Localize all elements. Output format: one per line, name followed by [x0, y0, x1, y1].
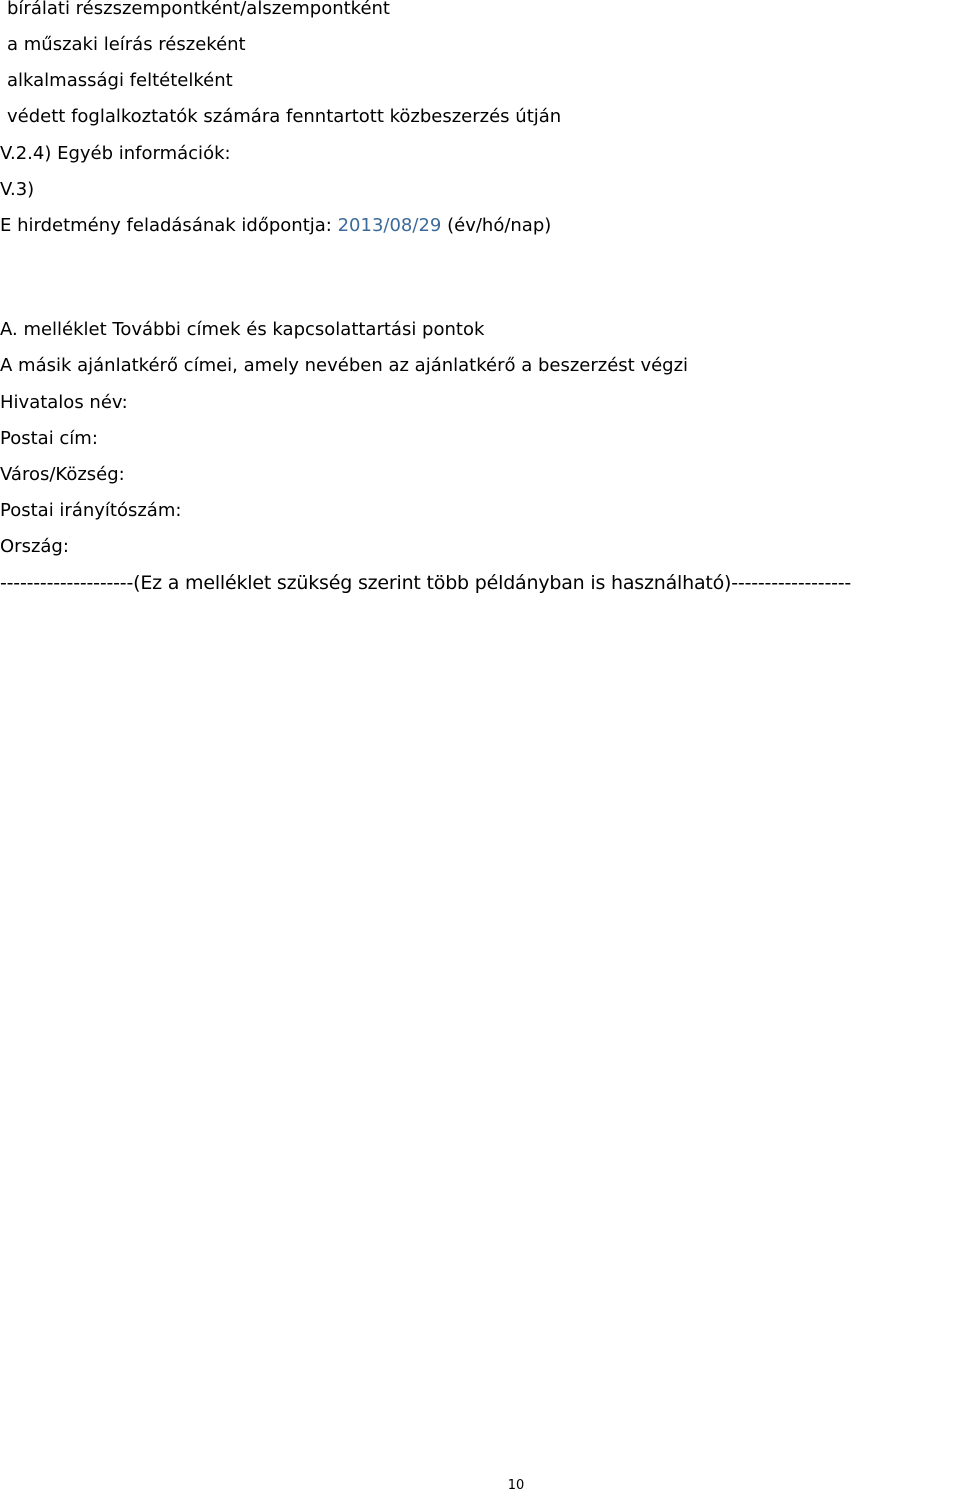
dispatch-date-label: E hirdetmény feladásának időpontja:	[0, 215, 332, 236]
option-technical-specification: a műszaki leírás részeként	[7, 34, 246, 55]
dispatch-date-format: (év/hó/nap)	[447, 215, 552, 236]
dispatch-date-line	[0, 214, 551, 238]
field-official-name: Hivatalos név:	[0, 392, 128, 413]
field-postal-code: Postai irányítószám:	[0, 500, 182, 521]
annex-subtitle: A másik ajánlatkérő címei, amely nevében az ajánlatkérő a beszerzést végzi	[0, 355, 689, 376]
section-v3-heading: V.3)	[0, 179, 35, 200]
dispatch-date-value: 2013/08/29	[337, 215, 442, 236]
field-city: Város/Község:	[0, 464, 125, 485]
option-suitability-condition: alkalmassági feltételként	[7, 70, 233, 91]
option-evaluation-subcriterion: bírálati részszempontként/alszempontként	[7, 0, 390, 19]
annex-title: A. melléklet További címek és kapcsolattartási pontok	[0, 319, 485, 340]
field-country: Ország:	[0, 536, 69, 557]
section-v24-heading: V.2.4) Egyéb információk:	[0, 143, 231, 164]
page-number: 10	[507, 1478, 525, 1493]
field-postal-address: Postai cím:	[0, 428, 98, 449]
annex-separator: --------------------(Ez a melléklet szükség szerint több példányban is használható)------------------	[0, 572, 852, 594]
option-sheltered-workshops: védett foglalkoztatók számára fenntartott közbeszerzés útján	[7, 106, 562, 127]
